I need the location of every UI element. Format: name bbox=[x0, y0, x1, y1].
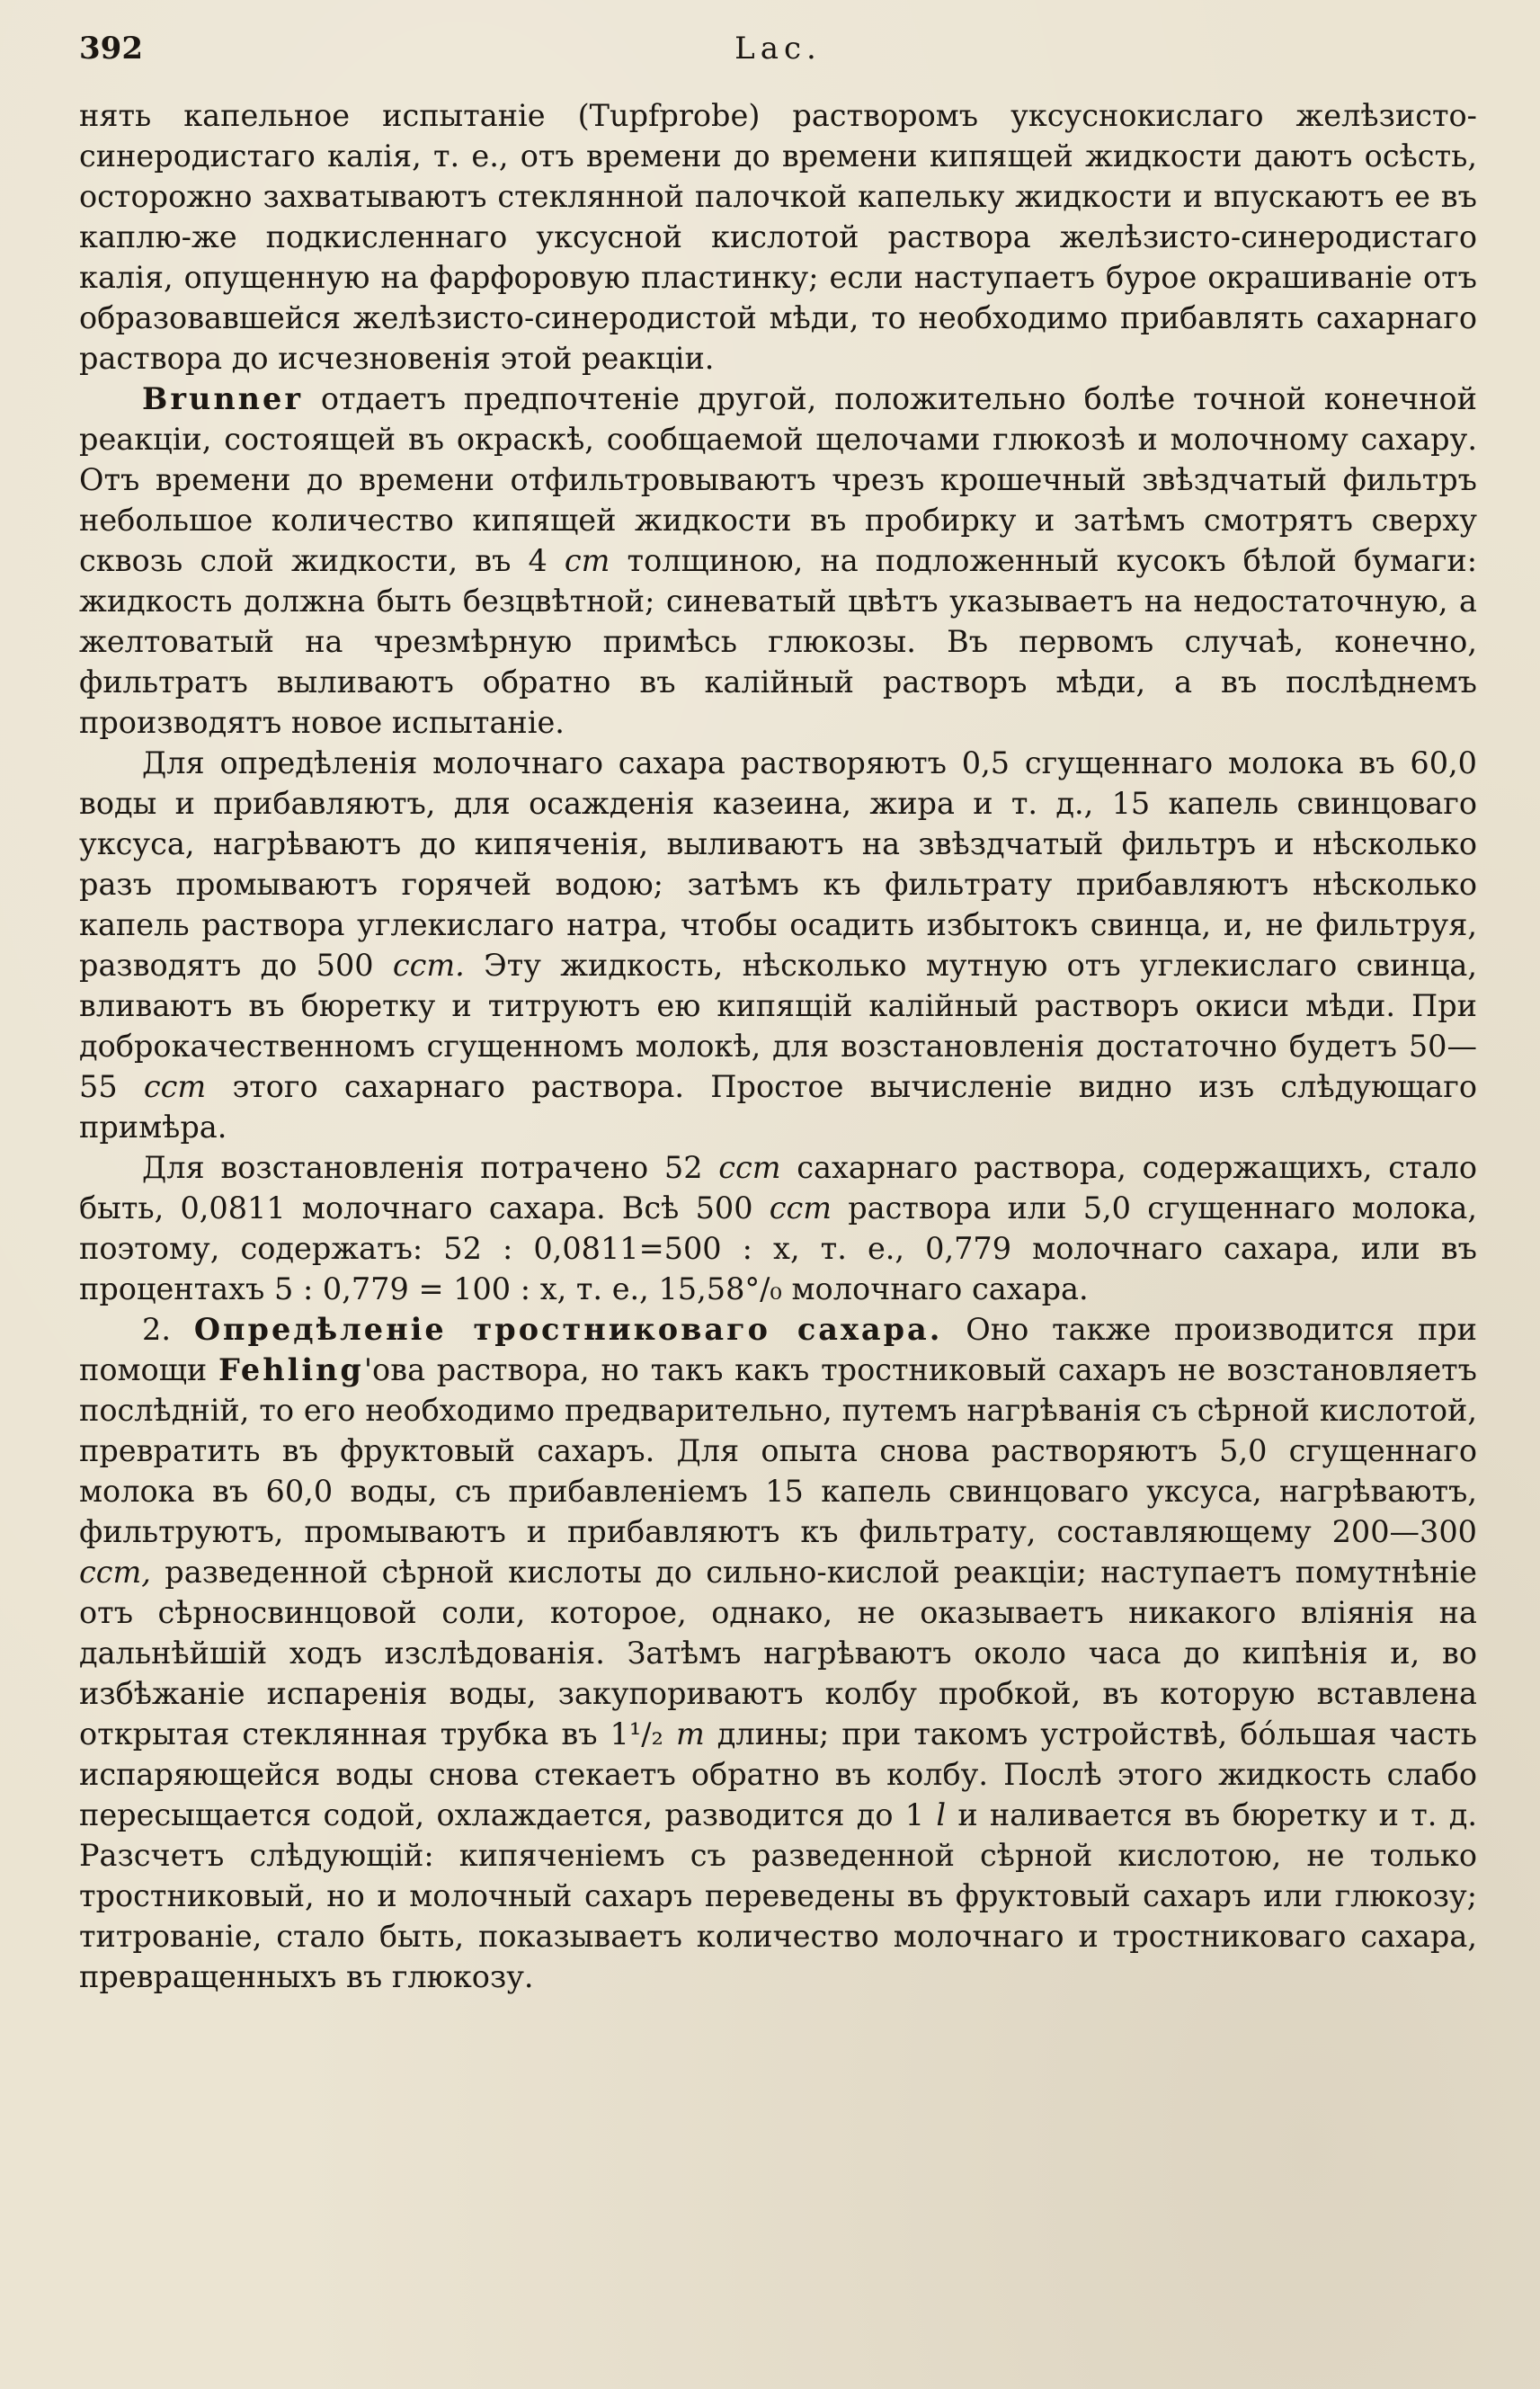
page-number: 392 bbox=[79, 31, 143, 67]
text-run: разведенной сѣрной кислоты до сильно-кислой реакціи; наступаетъ помутнѣніе отъ сѣрносвинцовой соли, которое, однако, не оказываетъ никакого вліянія на дальнѣйшій ходъ изслѣдованія. Затѣмъ нагрѣваютъ около часа до кипѣнія и, во избѣжаніе испаренія воды, закупориваютъ колбу пробкой, въ которую вставлена открытая стеклянная трубка въ 1¹/₂ bbox=[79, 1555, 1477, 1752]
paragraph-brunner-method bbox=[79, 379, 1477, 743]
text-run: нять капельное испытаніе (Tupfprobe) растворомъ уксуснокислаго желѣзисто-синеродистаго калія, т. е., отъ времени до времени кипящей жидкости даютъ осѣсть, осторожно захватываютъ стеклянной палочкой капельку жидкости и впускаютъ ее въ каплю-же подкисленнаго уксусной кислотой раствора желѣзисто-синеродистаго калія, опущенную на фарфоровую пластинку; если наступаетъ бурое окрашиваніе отъ образовавшейся желѣзисто-синеродистой мѣди, то необходимо прибавлять сахарнаго раствора до исчезновенія этой реакціи. bbox=[79, 98, 1477, 376]
paragraph-milk-sugar-determination bbox=[79, 743, 1477, 1147]
text-run: Опредѣленіе тростниковаго сахара. bbox=[193, 1312, 943, 1347]
text-run: отдаетъ предпочтеніе другой, положительно болѣе точной конечной реакціи, состоящей въ окраскѣ, сообщаемой щелочами глюкозѣ и молочному сахару. Отъ времени до времени отфильтровываютъ чрезъ крошечный звѣздчатый фильтръ небольшое количество кипящей жидкости въ пробирку и затѣмъ смотрятъ сверху сквозь слой жидкости, въ 4 bbox=[79, 381, 1477, 578]
text-run: длины; при такомъ устройствѣ, бо́льшая часть испаряющейся воды снова стекаетъ обратно въ колбу. Послѣ этого жидкость слабо пересыщается содой, охлаждается, разводится до 1 bbox=[79, 1716, 1477, 1832]
text-run: этого сахарнаго раствора. Простое вычисленіе видно изъ слѣдующаго примѣра. bbox=[79, 1069, 1477, 1145]
text-run: толщиною, на подложенный кусокъ бѣлой бумаги: жидкость должна быть безцвѣтной; синеватый цвѣтъ указываетъ на недостаточную, а желтоватый на чрезмѣрную примѣсь глюкозы. Въ первомъ случаѣ, конечно, фильтратъ выливаютъ обратно въ калійный растворъ мѣди, а въ послѣднемъ производятъ новое испытаніе. bbox=[79, 543, 1477, 740]
text-run: ccm bbox=[769, 1190, 832, 1226]
body-text bbox=[79, 95, 1477, 1997]
text-run: 'ова раствора, но такъ какъ тростниковый сахаръ не возстановляетъ послѣдній, то его необходимо предварительно, путемъ нагрѣванія съ сѣрной кислотой, превратить въ фруктовый сахаръ. Для опыта снова растворяютъ 5,0 сгущеннаго молока въ 60,0 воды, съ прибавленіемъ 15 капель свинцоваго уксуса, нагрѣваютъ, фильтруютъ, промываютъ и прибавляютъ къ фильтрату, составляющему 200—300 bbox=[79, 1352, 1477, 1549]
text-run: Оно также производится при помощи bbox=[79, 1312, 1477, 1387]
text-run: ccm bbox=[718, 1150, 781, 1185]
text-run: и наливается въ бюретку и т. д. Разсчетъ слѣдующій: кипяченіемъ съ разведенной сѣрной кислотою, не только тростниковый, но и молочный сахаръ переведены въ фруктовый сахаръ или глюкозу; титрованіе, стало быть, показываетъ количество молочнаго и тростниковаго сахара, превращенныхъ въ глюкозу. bbox=[79, 1797, 1477, 1994]
text-run: сахарнаго раствора, содержащихъ, стало быть, 0,0811 молочнаго сахара. Всѣ 500 bbox=[79, 1150, 1477, 1226]
text-run: cm bbox=[564, 543, 610, 578]
text-run: 2. bbox=[142, 1312, 194, 1347]
text-run: ccm, bbox=[79, 1555, 151, 1590]
paragraph-continuation bbox=[79, 95, 1477, 379]
paragraph-cane-sugar-determination bbox=[79, 1309, 1477, 1997]
paragraph-calculation-example bbox=[79, 1147, 1477, 1309]
text-run: Brunner bbox=[142, 381, 303, 416]
running-title: Lac. bbox=[734, 31, 822, 67]
text-run: l bbox=[936, 1797, 947, 1832]
text-run: раствора или 5,0 сгущеннаго молока, поэтому, содержатъ: 52 : 0,0811=500 : x, т. е., 0,779 молочнаго сахара, или въ процентахъ 5 : 0,779 = 100 : x, т. е., 15,58°/₀ молочнаго сахара. bbox=[79, 1190, 1477, 1306]
page-header bbox=[79, 27, 1477, 74]
text-run: ccm. bbox=[392, 948, 465, 983]
text-run: Для опредѣленія молочнаго сахара растворяютъ 0,5 сгущеннаго молока въ 60,0 воды и прибавляютъ, для осажденія казеина, жира и т. д., 15 капель свинцоваго уксуса, нагрѣваютъ до кипяченія, выливаютъ на звѣздчатый фильтръ и нѣсколько разъ промываютъ горячей водою; затѣмъ къ фильтрату прибавляютъ нѣсколько капель раствора углекислаго натра, чтобы осадить избытокъ свинца, и, не фильтруя, разводятъ до 500 bbox=[79, 745, 1477, 983]
text-run: Для возстановленія потрачено 52 bbox=[142, 1150, 719, 1185]
text-run: ccm bbox=[143, 1069, 207, 1104]
text-run: Fehling bbox=[218, 1352, 364, 1387]
text-run: m bbox=[675, 1716, 705, 1752]
text-run: Эту жидкость, нѣсколько мутную отъ углекислаго свинца, вливаютъ въ бюретку и титруютъ ею кипящій калійный растворъ окиси мѣди. При доброкачественномъ сгущенномъ молокѣ, для возстановленія достаточно будетъ 50—55 bbox=[79, 948, 1477, 1104]
